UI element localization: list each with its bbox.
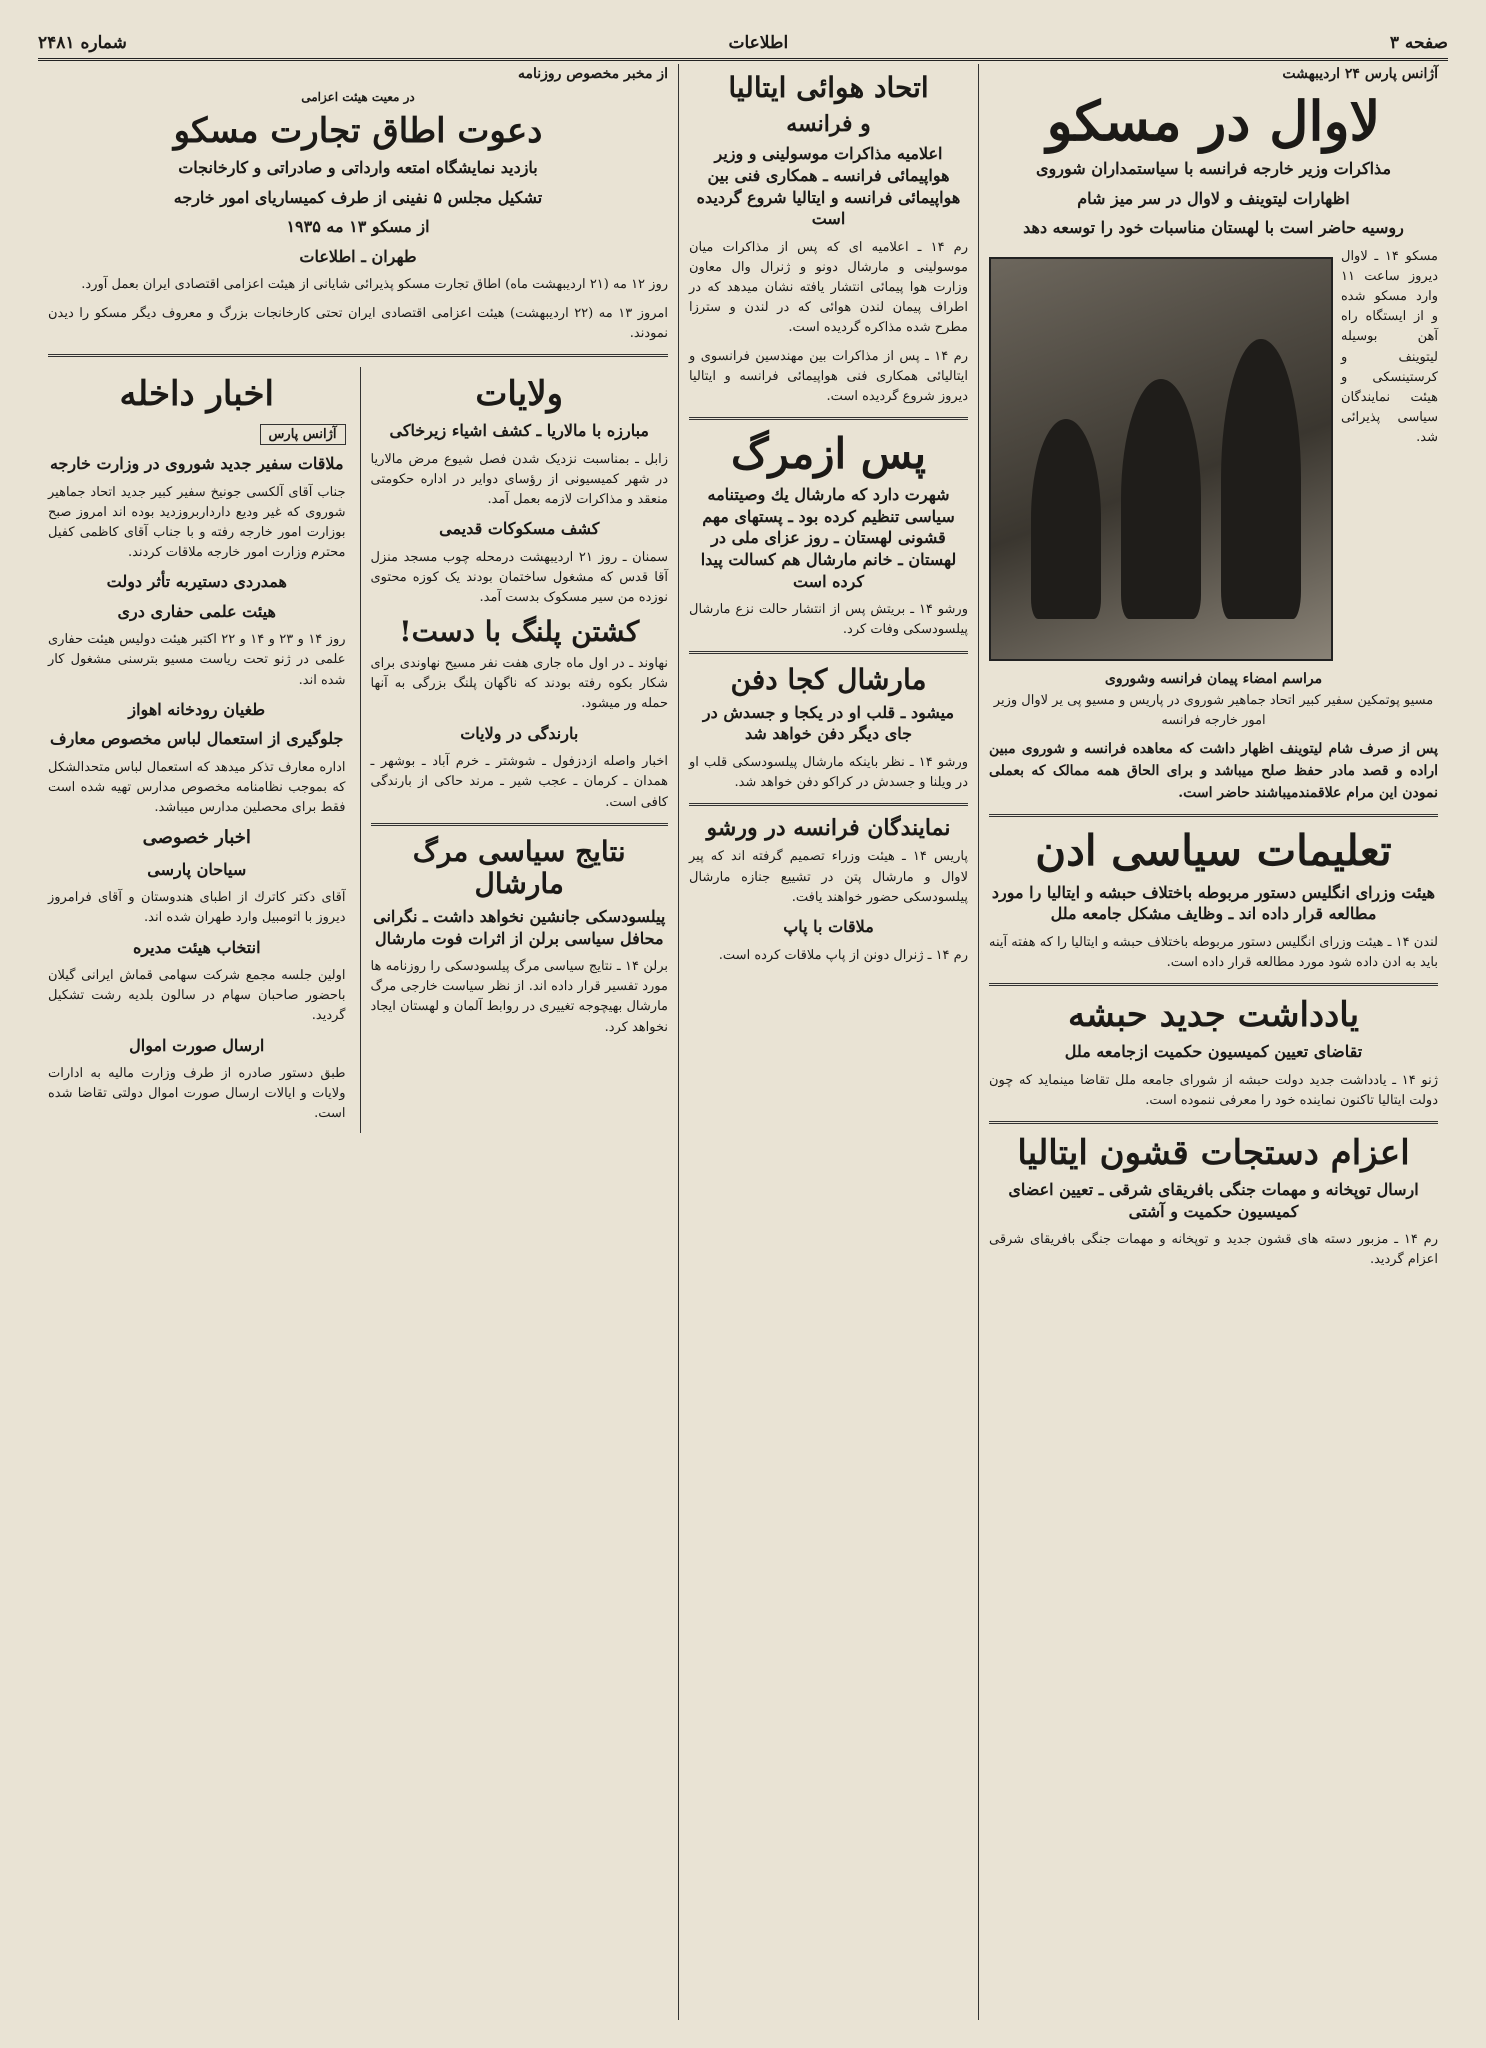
subhead: اخبار خصوصی bbox=[142, 827, 251, 849]
subhead: ملاقات با پاپ bbox=[783, 916, 874, 936]
agency-dateline: آژانس پارس ۲۴ اردیبهشت bbox=[1282, 66, 1438, 82]
subhead: بارندگی در ولایات bbox=[460, 723, 579, 743]
city-label: طهران ـ اطلاعات bbox=[299, 246, 417, 266]
headline-ethiopia-note: یادداشت جدید حبشه bbox=[1067, 994, 1360, 1035]
subhead: تشکیل مجلس ۵ نفینی از طرف کمیساریای امور خارجه bbox=[173, 187, 543, 207]
section-provinces: ولایات bbox=[475, 373, 564, 414]
subhead: اظهارات لیتوینف و لاوال در سر میز شام bbox=[1077, 188, 1350, 208]
article-body: ورشو ۱۴ ـ بریتش پس از انتشار حالت نزع مارشال پیلسودسکی وفات کرد. bbox=[689, 602, 968, 638]
subhead: همدردی دستیربه تأثر دولت bbox=[106, 572, 287, 592]
divider bbox=[989, 814, 1438, 817]
headline-air-union: اتحاد هوائی ایتالیا bbox=[728, 71, 929, 104]
subhead: سیاحان پارسی bbox=[147, 859, 247, 879]
subhead: انتخاب هیئت مدیره bbox=[132, 937, 261, 957]
divider bbox=[689, 651, 968, 654]
headline-moscow-chamber: دعوت اطاق تجارت مسکو bbox=[173, 111, 543, 151]
article-body: طبق دستور صادره از طرف وزارت مالیه به ادارات ولایات و ایالات ارسال صورت اموال دولتی تقاضا شده است. bbox=[48, 1066, 346, 1122]
subhead: هیئت علمی حفاری دری bbox=[117, 601, 276, 621]
subhead: شهرت دارد که مارشال یك وصیتنامه سیاسی تنظیم کرده بود ـ پستهای مهم قشونی لهستان ـ روز عزای ملی در لهستان ـ خانم مارشال هم کسالت پیدا کرده است bbox=[700, 485, 957, 591]
headline-political-results: نتایج سیاسی مرگ مارشال bbox=[412, 834, 626, 900]
article-body: اولین جلسه مجمع شرکت سهامی قماش ایرانی گیلان باحضور صاحبان سهام در سالون بلدیه رشت تشکیل گردید. bbox=[48, 968, 346, 1024]
divider bbox=[989, 1121, 1438, 1124]
subhead: طغیان رودخانه اهواز bbox=[128, 699, 266, 719]
photo-subcaption: مسیو پوتمکین سفیر کبیر اتحاد جماهیر شوروی در پاریس و مسیو پی یر لاوال وزیر امور خارجه فرانسه bbox=[993, 692, 1434, 729]
subhead: میشود ـ قلب او در یکجا و جسدش در جای دیگر دفن خواهد شد bbox=[702, 702, 955, 744]
column-left bbox=[38, 64, 678, 2020]
provinces-section bbox=[360, 367, 669, 1133]
treaty-signing-photo bbox=[989, 257, 1333, 661]
headline-italian-troops: اعزام دستجات قشون ایتالیا bbox=[1017, 1132, 1410, 1173]
section-domestic-news: اخبار داخله bbox=[119, 373, 274, 414]
issue-number: شماره ۲۴۸۱ bbox=[38, 33, 127, 53]
article-body: رم ۱۴ ـ پس از مذاکرات بین مهندسین فرانسوی و ایتالیائی همکاری فنی هواپیمائی فرانسه و ایتالیا دیروز شروع گردیده است. bbox=[689, 348, 969, 404]
subhead: پیلسودسکی جانشین نخواهد داشت ـ نگرانی محافل سیاسی برلن از اثرات فوت مارشال bbox=[373, 907, 666, 948]
article-body: روز ۱۲ مه (۲۱ اردیبهشت ماه) اطاق تجارت مسکو پذیرائی شایانی از هیئت اعزامی اقتصادی ایران بعمل آورد. bbox=[81, 277, 668, 293]
article-body: نهاوند ـ در اول ماه جاری هفت نفر مسیح نهاوندی برای شکار بکوه رفته بودند که ناگهان پلنگ بزرگی به آنها حمله ور میشود. bbox=[370, 656, 668, 712]
subhead: تقاضای تعیین کمیسیون حکمیت ازجامعه ملل bbox=[1064, 1042, 1363, 1062]
headline-leopard: کشتن پلنگ با دست! bbox=[399, 615, 640, 649]
divider bbox=[371, 823, 669, 826]
article-body: پاریس ۱۴ ـ هیئت وزراء تصمیم گرفته اند که پیر لاوال و مارشال پتن در تشییع جنازه مارشال پیلسودسکی حضور خواهند یافت. bbox=[689, 849, 968, 905]
subhead: روسیه حاضر است با لهستان مناسبات خود را توسعه دهد bbox=[1023, 218, 1404, 238]
correspondent-label: از مخبر مخصوص روزنامه bbox=[517, 66, 668, 82]
article-body: امروز ۱۳ مه (۲۲ اردیبهشت) هیئت اعزامی اقتصادی ایران تحتی کارخانجات بزرگ و معروف دیگر مسکو را دیدن نمودند. bbox=[48, 305, 669, 341]
headline-eden: تعلیمات سیاسی ادن bbox=[1035, 826, 1392, 876]
column-middle bbox=[678, 64, 978, 2020]
article-body: جناب آقای آلکسی جونیخ سفیر کبیر جدید اتحاد جماهیر شوروی که غیر ودیع دارداربروزدید بوده اند امروز صبح بوزارت امور خارجه رفته و با جناب آقای کاظمی کفیل محترم وزارت امور خارجه ملاقات کردند. bbox=[48, 484, 346, 560]
divider bbox=[689, 803, 968, 806]
headline-laval-moscow: لاوال در مسکو bbox=[1046, 89, 1381, 153]
headline-air-union-b: و فرانسه bbox=[786, 111, 871, 138]
divider bbox=[48, 354, 668, 357]
headline-french-delegates: نمایندگان فرانسه در ورشو bbox=[706, 815, 951, 842]
article-body: مسکو ۱۴ ـ لاوال دیروز ساعت ۱۱ وارد مسکو شده و از ایستگاه راه آهن بوسیله لیتوینف و کرستینسکی و هیئت نمایندگان سیاسی پذیرائی شد. bbox=[1341, 248, 1438, 446]
dateline: از مسکو ۱۳ مه ۱۹۳۵ bbox=[286, 217, 430, 237]
subhead: ملاقات سفیر جدید شوروی در وزارت خارجه bbox=[49, 453, 344, 473]
article-body: ورشو ۱۴ ـ نظر باینکه مارشال پیلسودسکی قلب او در ویلنا و جسدش در کراکو دفن خواهد شد. bbox=[689, 754, 968, 791]
subhead: مذاکرات وزیر خارجه فرانسه با سیاستمداران شوروی bbox=[1035, 159, 1392, 179]
article-body: روز ۱۴ و ۲۳ و ۱۴ و ۲۲ اکتبر هیئت دولیس هیئت حفاری علمی در ژنو تحت ریاست مسیو بترسنی مشغول کار شده اند. bbox=[48, 632, 346, 688]
article-body: زابل ـ بمناسبت نزدیک شدن فصل شیوع مرض مالاریا در شهر کمیسیونی از رؤسای دوایر در اداره حکومتی منعقد و مذاکرات لازمه بعمل آمد. bbox=[370, 451, 668, 507]
article-body: پس از صرف شام لیتوینف اظهار داشت که معاهده فرانسه و شوروی مبین اراده و قصد مادر حفظ صلح میباشد و براى الحاق همه ممالک که بعملی نمودن این مرام علاقمندمیباشند حاضر است. bbox=[989, 741, 1438, 801]
subhead: مبارزه با مالاریا ـ کشف اشیاء زیرخاکی bbox=[389, 420, 649, 440]
agency-label: آژانس پارس bbox=[260, 424, 346, 445]
article-body: آقای دکتر کاترك از اطبای هندوستان و آقای فرامروز دیروز با اتومبیل وارد طهران شده اند. bbox=[48, 890, 346, 926]
article-body: برلن ۱۴ ـ نتایج سیاسی مرگ پیلسودسکی را روزنامه ها مورد تفسیر قرار داده اند. از نظر سیاست خارجی مرگ مارشال بهیچوجه تغییری در روابط آلمان و لهستان ایجاد نخواهد کرد. bbox=[370, 959, 669, 1035]
headline-marshal-burial: مارشال کجا دفن bbox=[730, 662, 927, 696]
divider bbox=[689, 417, 968, 420]
domestic-news-section bbox=[48, 367, 346, 1133]
subhead: بازدید نمایشگاه امتعه وارداتی و صادراتی و کارخانجات bbox=[178, 158, 538, 178]
article-body: رم ۱۴ ـ مزبور دسته های قشون جدید و توپخانه و مهمات جنگی بافریقای شرقی اعزام گردید. bbox=[989, 1232, 1438, 1268]
paper-title: اطلاعات bbox=[728, 33, 789, 53]
article-body: رم ۱۴ ـ اعلامیه ای که پس از مذاکرات میان موسولینی و مارشال دونو و ژنرال وال معاون وزارت هوا پیمائی انتشار یافته نشان میدهد که در اطراف پیمان لندن هوائی که در لندن و سترزا مطرح شده مذاکره گردیده است. bbox=[689, 239, 968, 336]
article-body: لندن ۱۴ ـ هیئت وزرای انگلیس دستور مربوطه باختلاف حبشه و ایتالیا را که هفته آینه باید به ادن داده شود مورد مطالعه قرار داده است. bbox=[989, 934, 1438, 970]
article-body: سمنان ـ روز ۲۱ اردیبهشت درمحله چوب مسجد منزل آقا قدس که مشغول ساختمان بودند یک کوزه محتوی نوزده من سیر مسکوک بدست آمد. bbox=[370, 549, 668, 605]
column-right bbox=[978, 64, 1448, 2020]
subhead: جلوگیری از استعمال لباس مخصوص معارف bbox=[50, 729, 344, 749]
page-number: صفحه ۳ bbox=[1389, 33, 1448, 53]
subhead: هیئت وزرای انگلیس دستور مربوطه باختلاف حبشه و ایتالیا را مورد مطالعه قرار داده اند ـ وظایف مشکل جامعه ملل bbox=[991, 882, 1436, 924]
photo-caption: مراسم امضاء پیمان فرانسه وشوروی bbox=[1104, 670, 1323, 687]
article-body: اداره معارف تذکر میدهد که استعمال لباس متحدالشکل که بموجب نظامنامه مخصوص مدارس تهیه شده است فقط برای محصلین مدارس میباشد. bbox=[48, 759, 346, 816]
subhead: ارسال توپخانه و مهمات جنگی بافریقای شرقی ـ تعیین اعضای کمیسیون حکمیت و آشتی bbox=[1008, 1180, 1419, 1221]
subhead: ارسال صورت اموال bbox=[129, 1035, 265, 1055]
divider bbox=[989, 983, 1438, 986]
article-body: رم ۱۴ ـ ژنرال دونن از پاپ ملاقات کرده است. bbox=[718, 947, 968, 963]
article-body: اخبار واصله ازدزفول ـ شوشتر ـ خرم آباد ـ بوشهر ـ همدان ـ کرمان ـ عجب شیر ـ مرند حاکی از بارندگی کافی است. bbox=[370, 754, 668, 810]
subhead: کشف مسکوکات قدیمی bbox=[439, 519, 600, 538]
article-body: ژنو ۱۴ ـ یادداشت جدید دولت حبشه از شورای جامعه ملل تقاضا مینماید که چون دولت ایتالیا تاکنون نماینده خود را معرفی ننموده است. bbox=[989, 1072, 1438, 1108]
subhead: اعلامیه مذاکرات موسولینی و وزیر هواپیمائی فرانسه ـ همکاری فنی بین هواپیمائی فرانسه و ایتالیا شروع گردیده است bbox=[696, 144, 961, 229]
headline-after-death: پس ازمرگ bbox=[730, 428, 927, 478]
correspondent-sub: در معیت هیئت اعزامی bbox=[301, 90, 415, 104]
masthead bbox=[38, 28, 1448, 61]
